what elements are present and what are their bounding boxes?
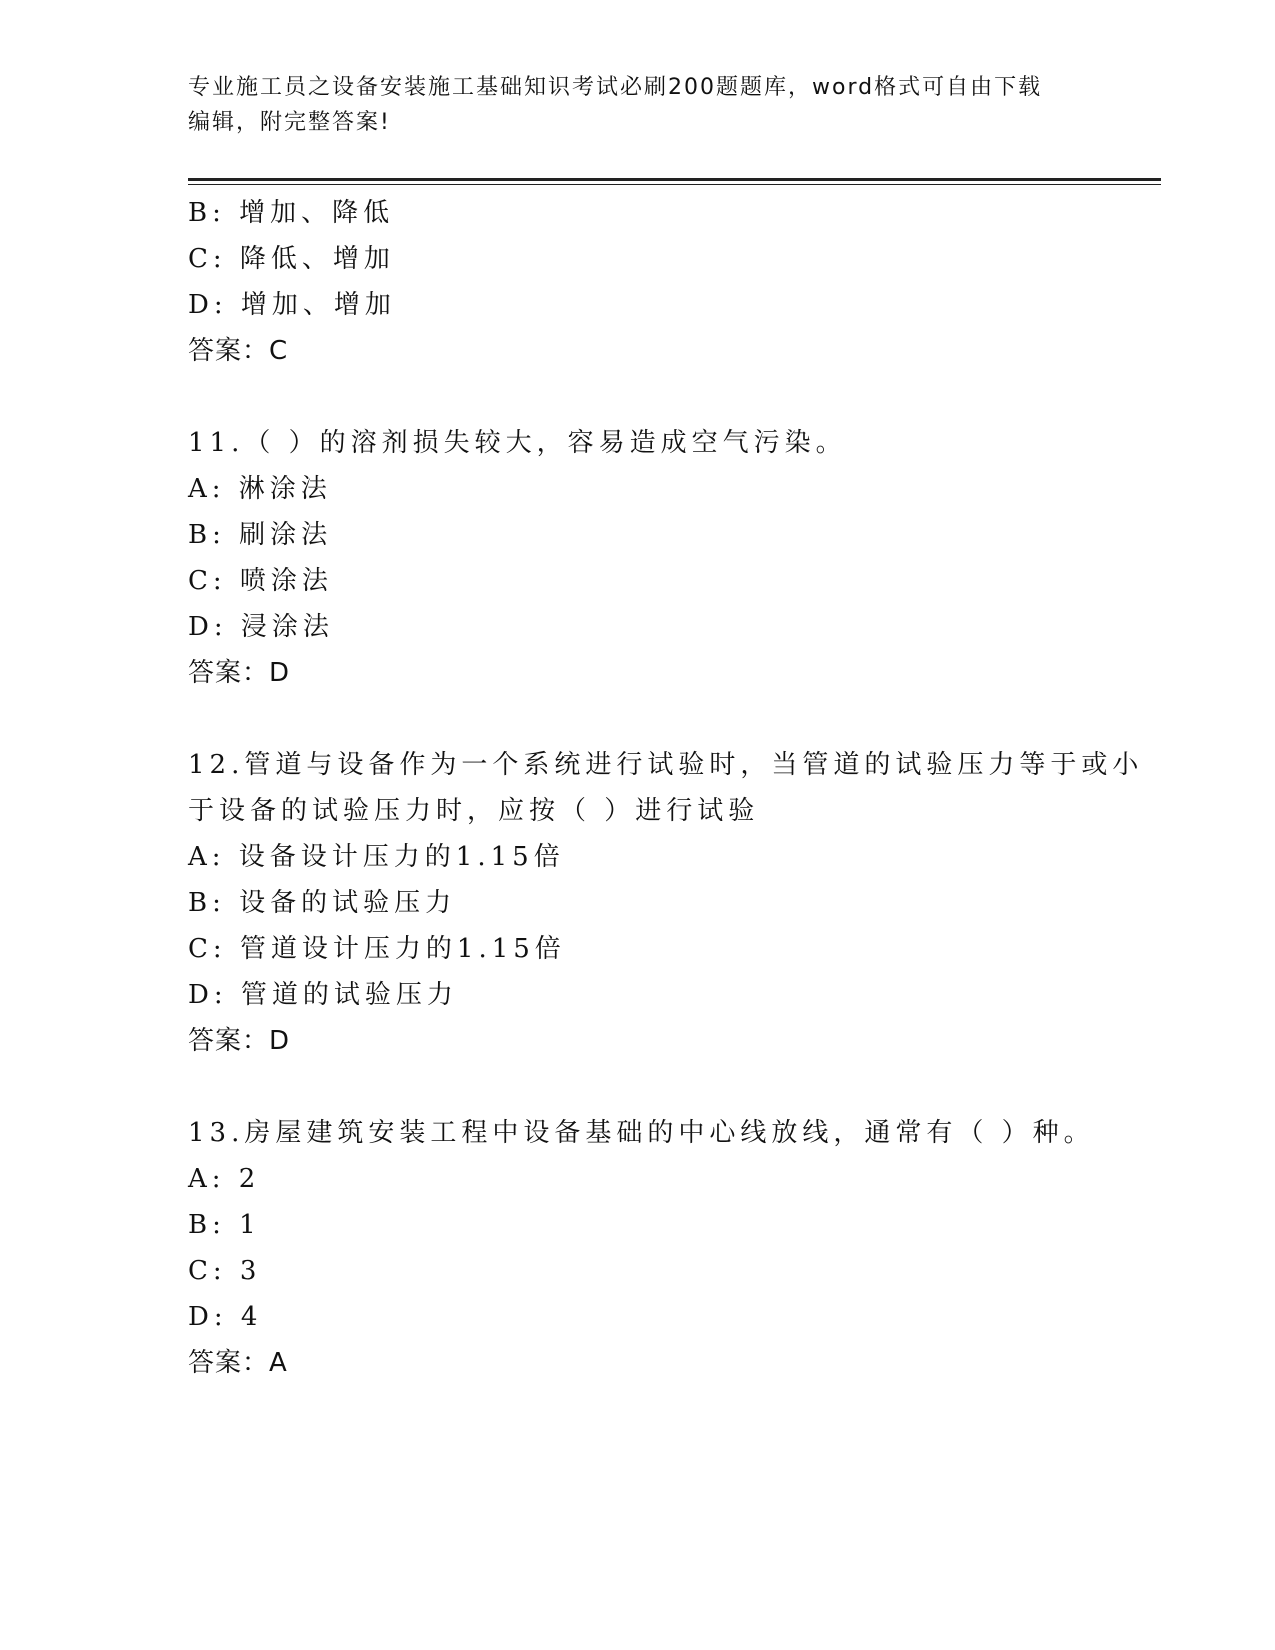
question-11-stem: 11.（ ）的溶剂损失较大，容易造成空气污染。	[188, 428, 847, 458]
question-10-answer: 答案：C	[188, 336, 289, 366]
question-10-option-d: D: 增加、增加	[188, 290, 396, 320]
question-12-stem-line-2: 于设备的试验压力时，应按（ ）进行试验	[188, 796, 760, 826]
question-spacer	[188, 1064, 1088, 1110]
question-11-option-c: C: 喷涂法	[188, 566, 333, 596]
header-title-line-2: 编辑，附完整答案!	[188, 110, 391, 135]
question-13	[188, 1110, 1095, 1386]
question-12-option-a: A: 设备设计压力的1.15倍	[188, 842, 565, 872]
question-spacer	[188, 374, 1088, 420]
question-11	[188, 420, 1088, 696]
question-10-option-b: B: 增加、降低	[188, 198, 395, 228]
question-12-stem-line-1: 12.管道与设备作为一个系统进行试验时，当管道的试验压力等于或小	[188, 750, 1144, 780]
question-13-stem: 13.房屋建筑安装工程中设备基础的中心线放线，通常有（ ）种。	[188, 1118, 1095, 1148]
question-12-option-c: C: 管道设计压力的1.15倍	[188, 934, 566, 964]
question-11-option-a: A: 淋涂法	[188, 474, 332, 504]
question-13-option-b: B: 1	[188, 1210, 261, 1240]
header-divider-thick	[188, 178, 1161, 181]
document-header	[188, 70, 1088, 140]
question-12	[188, 742, 1144, 1064]
question-13-option-c: C: 3	[188, 1256, 262, 1286]
question-list	[188, 190, 1144, 1386]
question-13-option-a: A: 2	[188, 1164, 261, 1194]
question-13-option-d: D: 4	[188, 1302, 263, 1332]
question-12-answer: 答案：D	[188, 1026, 291, 1056]
header-title-line-1: 专业施工员之设备安装施工基础知识考试必刷200题题库，word格式可自由下载	[188, 75, 1043, 100]
question-12-option-d: D: 管道的试验压力	[188, 980, 458, 1010]
question-11-option-b: B: 刷涂法	[188, 520, 333, 550]
question-spacer	[188, 696, 1088, 742]
question-13-answer: 答案：A	[188, 1348, 288, 1378]
header-divider-thin	[188, 184, 1161, 185]
question-11-option-d: D: 浸涂法	[188, 612, 334, 642]
question-10-option-c: C: 降低、增加	[188, 244, 395, 274]
question-11-answer: 答案：D	[188, 658, 291, 688]
question-12-option-b: B: 设备的试验压力	[188, 888, 457, 918]
question-10-continued	[188, 190, 1088, 374]
